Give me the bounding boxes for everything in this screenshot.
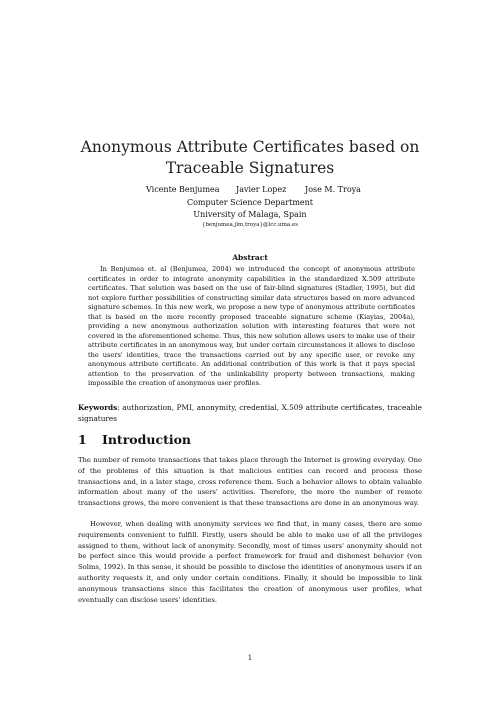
- body-paragraph: The number of remote transactions that takes place through the Internet is growing everyday. One of the problems of this situation is that malicious entities can record and process those transactions and, in a later stage, cross reference them. Such a behavior allows to obtain valuable information about many of the users' activities. Therefore, the more the number of remote transactions grows, the more convenient is that these transactions are done in an anonymous way.: [78, 456, 422, 508]
- author-email: {benjumea,jlm,troya}@lcc.uma.es: [201, 222, 299, 228]
- section-title: Introduction: [102, 432, 192, 447]
- keywords: [78, 402, 422, 424]
- author-list: [0, 185, 500, 197]
- author-name: Jose M. Troya: [305, 185, 361, 194]
- section-number: 1: [78, 432, 87, 447]
- abstract-text: In Benjumea et. al (Benjumea, 2004) we introduced the concept of anonymous attribute certificates in order to integrate anonymity capabilities in the standardized X.509 attribute certificates. That solution was based on the use of fair-blind signatures (Stadler, 1995), but did not explore further possibilities of constructing similar data structures based on more advanced signature schemes. In this new work, we propose a new type of anonymous attribute certificates that is based on the more recently proposed traceable signature scheme (Kiayias, 2004a), providing a new anonymous authorization solution with interesting features that were not covered in the aforementioned scheme. Thus, this new solution allows users to make use of their attribute certificates in an anonymous way, but under certain circumstances it allows to disclose the users' identities, trace the transactions carried out by any specific user, or revoke any anonymous attribute certificate. An additional contribution of this work is that it pays special attention to the preservation of the unlinkability property between transactions, making impossible the creation of anonymous user profiles.: [88, 265, 415, 387]
- page-number: 1: [247, 654, 253, 662]
- author-name: Javier Lopez: [236, 185, 287, 194]
- section-heading: [78, 432, 191, 447]
- body-paragraph: However, when dealing with anonymity services we find that, in many cases, there are some requirements convenient to fulfill. Firstly, users should be able to make use of all the privileges assigned to them, without lack of anonymity. Secondly, most of times users' anonymity should not be perfect since this would provide a perfect framework for fraud and dishonest behavior (von Solms, 1992). In this sense, it should be possible to disclose the identities of anonymous users if an authority requests it, and only under certain conditions. Finally, it should be impossible to link anonymous transactions since this facilitates the creation of anonymous user profiles, what eventually can disclose users' identities.: [78, 520, 422, 604]
- affiliation-department: Computer Science Department: [186, 198, 314, 207]
- affiliation-university: University of Malaga, Spain: [193, 210, 307, 219]
- paper-title: Anonymous Attribute Certificates based on Traceable Signatures: [80, 138, 420, 177]
- keywords-label: Keywords: [78, 403, 118, 412]
- author-name: Vicente Benjumea: [146, 185, 220, 194]
- abstract-heading: Abstract: [232, 253, 268, 262]
- keywords-text: : authorization, PMI, anonymity, credential, X.509 attribute certificates, traceable signatures: [78, 403, 422, 423]
